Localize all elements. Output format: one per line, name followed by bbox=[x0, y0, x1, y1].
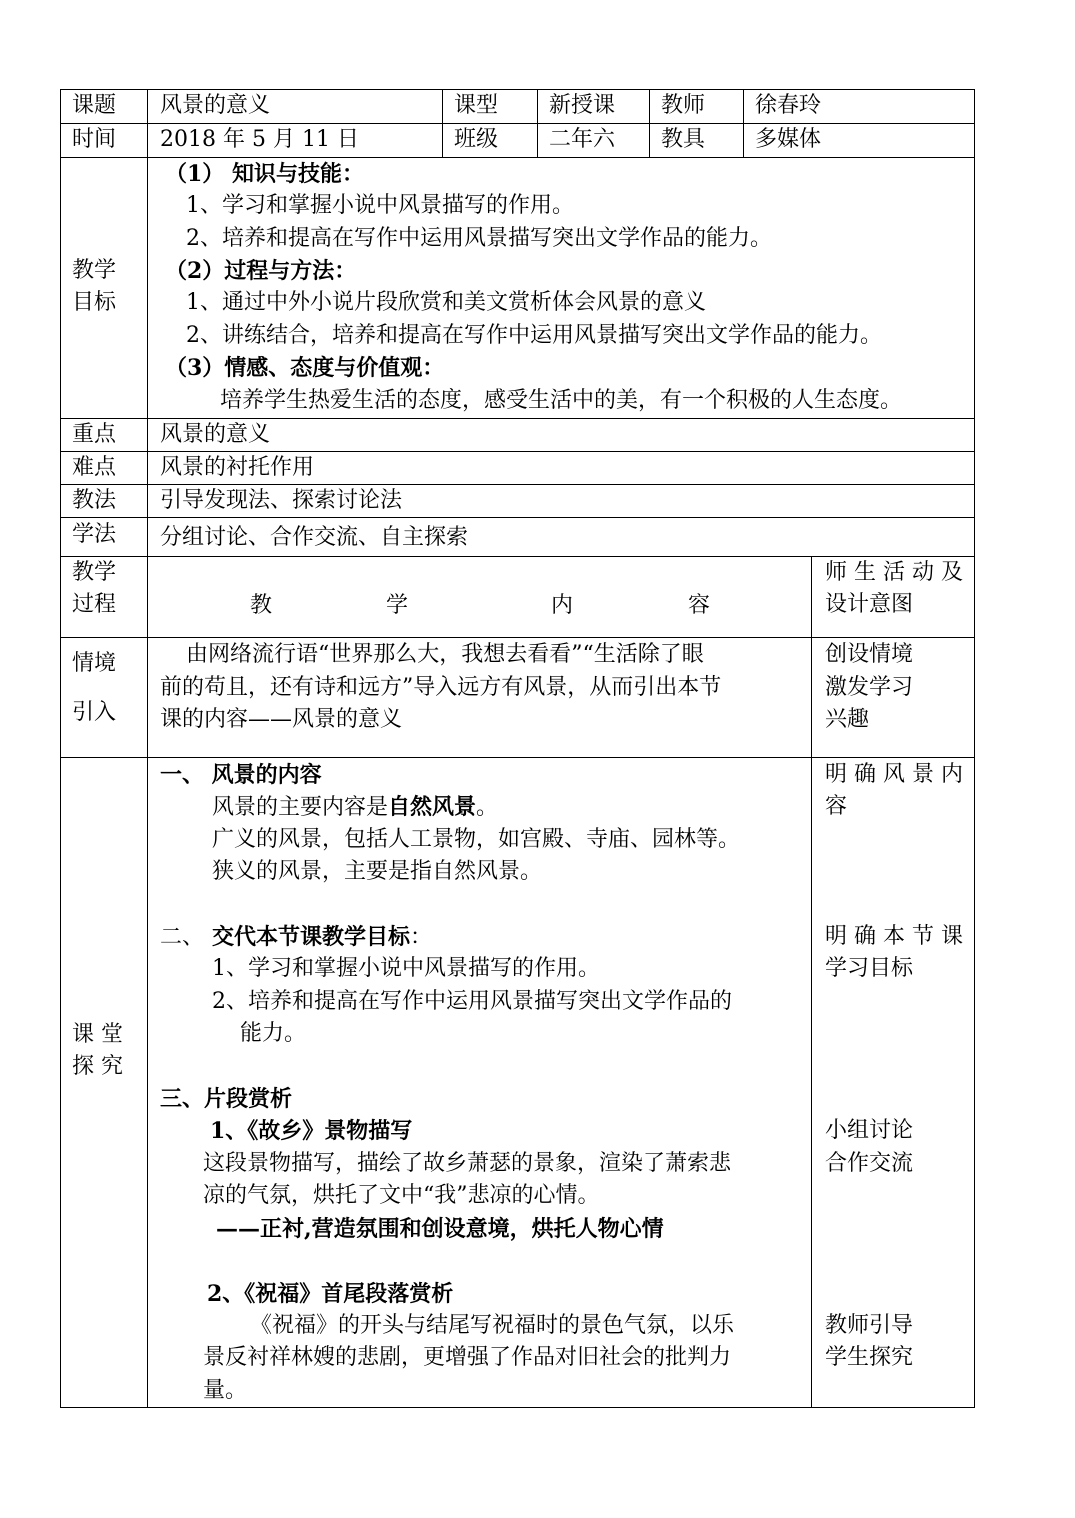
section-line: 狭义的风景，主要是指自然风景。 bbox=[212, 859, 543, 884]
section-line: 这段景物描写，描绘了故乡萧瑟的景象，渲染了萧索悲 bbox=[203, 1151, 732, 1176]
content-header-char: 教 bbox=[250, 593, 273, 618]
explore-activity: 容 bbox=[825, 794, 848, 819]
section-colon: ： bbox=[410, 925, 433, 950]
content-header-char: 容 bbox=[688, 593, 711, 618]
section-text: 。 bbox=[476, 795, 499, 820]
topic-label: 课题 bbox=[72, 93, 117, 118]
intro-label-1: 情境 bbox=[72, 651, 117, 676]
section-text: 风景的主要内容是 bbox=[212, 795, 389, 820]
intro-line: 课的内容——风景的意义 bbox=[160, 707, 403, 732]
section-line: 量。 bbox=[203, 1378, 248, 1403]
table-line bbox=[60, 1407, 975, 1408]
section-line: 《祝福》的开头与结尾写祝福时的景色气氛，以乐 bbox=[250, 1313, 735, 1338]
table-line bbox=[537, 89, 538, 157]
section-prefix: 二、 bbox=[160, 925, 205, 950]
intro-line: 前的苟且，还有诗和远方”导入远方有风景，从而引出本节 bbox=[160, 675, 722, 700]
objective-line: 2、培养和提高在写作中运用风景描写突出文学作品的能力。 bbox=[186, 226, 772, 251]
explore-activity: 学习目标 bbox=[825, 956, 914, 981]
section-line bbox=[212, 791, 498, 824]
lesson-type-label: 课型 bbox=[454, 93, 499, 118]
section-line: 景反衬祥林嫂的悲剧，更增强了作品对旧社会的批判力 bbox=[203, 1345, 732, 1370]
teacher-label: 教师 bbox=[661, 93, 706, 118]
table-line bbox=[442, 89, 443, 157]
study-method-label: 学法 bbox=[72, 522, 117, 547]
explore-activity: 小组讨论 bbox=[825, 1118, 914, 1143]
activity-header: 设计意图 bbox=[825, 592, 914, 617]
objective-line: 2、讲练结合，培养和提高在写作中运用风景描写突出文学作品的能力。 bbox=[186, 323, 882, 348]
section-line: 凉的气氛，烘托了文中“我”悲凉的心情。 bbox=[203, 1183, 600, 1208]
activity-header: 师 生 活 动 及 bbox=[825, 560, 963, 585]
process-label-2: 过程 bbox=[72, 592, 117, 617]
objective-line: 培养学生热爱生活的态度，感受生活中的美，有一个积极的人生态度。 bbox=[220, 388, 903, 413]
section-title bbox=[160, 921, 432, 954]
explore-activity: 学生探究 bbox=[825, 1345, 914, 1370]
intro-activity: 激发学习 bbox=[825, 675, 914, 700]
topic-value: 风景的意义 bbox=[160, 93, 271, 118]
time-label: 时间 bbox=[72, 127, 117, 152]
key-point-value: 风景的意义 bbox=[160, 422, 271, 447]
objectives-label-1: 教学 bbox=[72, 258, 117, 283]
intro-label-2: 引入 bbox=[72, 700, 117, 725]
subsection-title: 2、《祝福》首尾段落赏析 bbox=[207, 1281, 454, 1307]
teaching-method-value: 引导发现法、探索讨论法 bbox=[160, 488, 403, 513]
section-line-bold: ——正衬,营造氛围和创设意境，烘托人物心情 bbox=[216, 1216, 664, 1242]
intro-activity: 创设情境 bbox=[825, 642, 914, 667]
section-title: 一、 风景的内容 bbox=[160, 762, 322, 788]
section-line: 2、培养和提高在写作中运用风景描写突出文学作品的 bbox=[212, 989, 732, 1014]
content-header-char: 内 bbox=[551, 593, 574, 618]
difficult-point-value: 风景的衬托作用 bbox=[160, 455, 315, 480]
content-header-char: 学 bbox=[386, 593, 409, 618]
study-method-value: 分组讨论、合作交流、自主探索 bbox=[160, 525, 469, 550]
table-line bbox=[743, 89, 744, 157]
explore-activity: 明 确 风 景 内 bbox=[825, 762, 963, 787]
section-title-bold: 交代本节课教学目标 bbox=[212, 924, 411, 950]
tools-label: 教具 bbox=[661, 127, 706, 152]
table-line bbox=[60, 757, 975, 758]
objectives-label-2: 目标 bbox=[72, 290, 117, 315]
lesson-type-value: 新授课 bbox=[549, 93, 616, 118]
difficult-point-label: 难点 bbox=[72, 455, 117, 480]
explore-label-1: 课 堂 bbox=[72, 1022, 123, 1047]
table-line bbox=[60, 89, 61, 1408]
objective-line: 1、通过中外小说片段欣赏和美文赏析体会风景的意义 bbox=[186, 290, 706, 315]
table-line bbox=[974, 89, 975, 1408]
teacher-value: 徐春玲 bbox=[755, 93, 822, 118]
table-line bbox=[60, 637, 975, 638]
table-line bbox=[147, 89, 148, 1408]
explore-activity: 合作交流 bbox=[825, 1151, 914, 1176]
explore-activity: 明 确 本 节 课 bbox=[825, 924, 963, 949]
objective-line: 1、学习和掌握小说中风景描写的作用。 bbox=[186, 193, 574, 218]
key-point-label: 重点 bbox=[72, 422, 117, 447]
table-line bbox=[60, 517, 975, 518]
objective-heading: （2）过程与方法： bbox=[165, 258, 357, 284]
explore-label-2: 探 究 bbox=[72, 1054, 123, 1079]
explore-activity: 教师引导 bbox=[825, 1313, 914, 1338]
section-title: 三、片段赏析 bbox=[160, 1086, 293, 1112]
section-text-bold: 自然风景 bbox=[388, 794, 477, 820]
teaching-method-label: 教法 bbox=[72, 488, 117, 513]
objective-heading: （1） 知识与技能： bbox=[165, 161, 364, 187]
tools-value: 多媒体 bbox=[755, 127, 822, 152]
objective-heading: （3）情感、态度与价值观： bbox=[165, 355, 445, 381]
section-line: 广义的风景，包括人工景物，如宫殿、寺庙、园林等。 bbox=[212, 827, 741, 852]
section-line: 能力。 bbox=[240, 1021, 307, 1046]
process-label-1: 教学 bbox=[72, 560, 117, 585]
intro-line: 由网络流行语“世界那么大，我想去看看”“生活除了眼 bbox=[186, 642, 704, 667]
intro-activity: 兴趣 bbox=[825, 707, 870, 732]
time-value: 2018 年 5 月 11 日 bbox=[160, 127, 359, 152]
table-line bbox=[649, 89, 650, 157]
section-line: 1、学习和掌握小说中风景描写的作用。 bbox=[212, 956, 600, 981]
subsection-title: 1、《故乡》景物描写 bbox=[210, 1118, 413, 1144]
class-label: 班级 bbox=[454, 127, 499, 152]
class-value: 二年六 bbox=[549, 127, 616, 152]
table-line bbox=[811, 556, 812, 1407]
